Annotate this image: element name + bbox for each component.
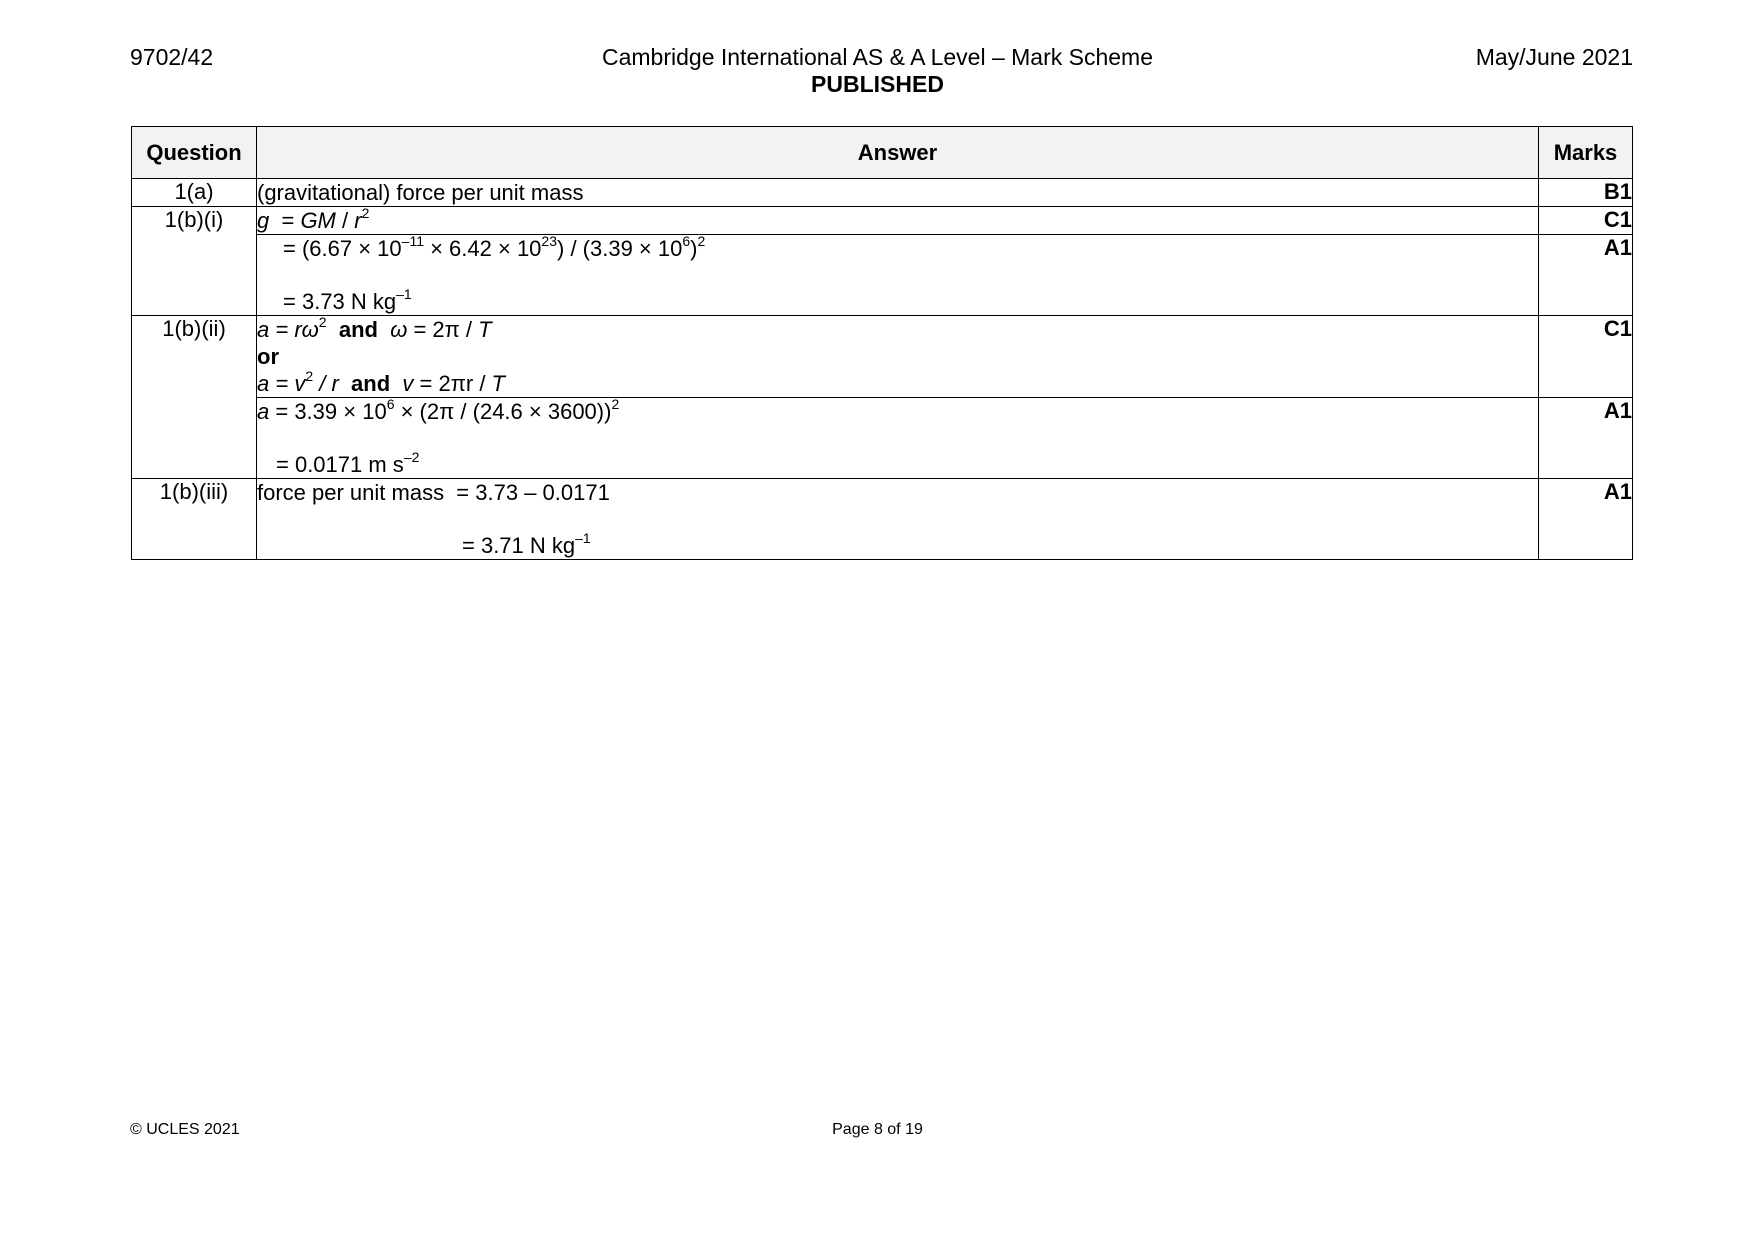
text-fragment: = v: [269, 371, 306, 396]
symbol-r: r: [354, 208, 362, 233]
copyright: © UCLES 2021: [130, 1121, 240, 1138]
and-keyword: and: [338, 317, 378, 342]
text-fragment: ) / (3.39 × 10: [557, 236, 683, 261]
text-fragment: = 3.39 × 10: [269, 399, 387, 424]
column-header-answer: Answer: [257, 127, 1539, 179]
and-keyword: and: [351, 371, 391, 396]
superscript: 2: [697, 232, 706, 249]
text-fragment: = (6.67 × 10: [283, 236, 402, 261]
text-fragment: × 6.42 × 10: [423, 236, 542, 261]
superscript: 2: [361, 204, 370, 221]
page-number: Page 8 of 19: [832, 1121, 923, 1138]
superscript: 2: [318, 313, 327, 330]
mark-code: B1: [1539, 179, 1633, 207]
superscript: –11: [401, 232, 424, 249]
answer-line: [257, 448, 1538, 478]
answer-line: [257, 204, 1538, 234]
superscript: –1: [396, 285, 412, 302]
table-header-row: [132, 127, 1633, 179]
answer-line: (gravitational) force per unit mass: [257, 180, 584, 205]
or-keyword: or: [257, 344, 279, 369]
table-row: [132, 235, 1633, 316]
slash: /: [335, 208, 355, 233]
spacer: [257, 425, 1538, 451]
answer-cell: [257, 313, 1539, 398]
symbol-a: a: [257, 317, 270, 342]
symbol-a: a: [257, 399, 270, 424]
answer-line: [257, 285, 1538, 315]
symbol-omega: ω: [390, 317, 408, 342]
exam-session: May/June 2021: [1475, 44, 1633, 70]
answer-line: [257, 395, 1538, 425]
symbol-a: a: [257, 371, 270, 396]
table-row: [132, 398, 1633, 479]
mark-code: A1: [1539, 398, 1633, 479]
answer-cell: [257, 395, 1539, 479]
published-label: PUBLISHED: [811, 71, 944, 97]
text-fragment: = 0.0171 m s: [276, 452, 404, 477]
text-fragment: = r: [269, 317, 302, 342]
text-fragment: = 3.73 N kg: [283, 289, 397, 314]
symbol-T: T: [478, 317, 492, 342]
mark-code: A1: [1539, 479, 1633, 560]
paper-code: 9702/42: [130, 44, 214, 70]
answer-cell: [257, 232, 1539, 316]
document-title: Cambridge International AS & A Level – Mark Scheme: [601, 44, 1154, 70]
table-row: [132, 179, 1633, 207]
symbol-GM: GM: [300, 208, 336, 233]
symbol-g: g: [257, 208, 270, 233]
symbol-v: v: [402, 371, 414, 396]
answer-line: [257, 529, 1538, 559]
question-number: 1(a): [132, 179, 257, 207]
superscript: 2: [611, 395, 620, 412]
superscript: –2: [403, 448, 420, 465]
text-fragment: / r: [313, 371, 339, 396]
superscript: 2: [305, 367, 314, 384]
answer-line: [257, 232, 1538, 262]
answer-cell: [257, 479, 1539, 560]
text-fragment: = 2π /: [407, 317, 479, 342]
column-header-marks: Marks: [1539, 127, 1633, 179]
answer-line: [257, 367, 1538, 397]
superscript: 6: [682, 232, 691, 249]
mark-code: A1: [1539, 235, 1633, 316]
spacer: [257, 506, 1538, 532]
text-fragment: × (2π / (24.6 × 3600)): [394, 399, 612, 424]
superscript: 6: [386, 395, 395, 412]
spacer: [257, 262, 1538, 288]
answer-cell: [257, 179, 1539, 207]
superscript: –1: [575, 529, 591, 546]
text-fragment: = 3.71 N kg: [462, 533, 576, 558]
question-number: 1(b)(i): [132, 207, 257, 316]
symbol-omega: ω: [301, 317, 319, 342]
text-fragment: = 2πr /: [413, 371, 492, 396]
table-row: [132, 316, 1633, 398]
symbol-T: T: [491, 371, 505, 396]
mark-code: C1: [1539, 207, 1633, 235]
superscript: 23: [541, 232, 557, 249]
mark-scheme-table: [131, 126, 1633, 560]
answer-line: [257, 313, 1538, 343]
text-fragment: ): [690, 236, 698, 261]
question-number: 1(b)(iii): [132, 479, 257, 560]
question-number: 1(b)(ii): [132, 316, 257, 479]
table-row: [132, 479, 1633, 560]
mark-code: C1: [1539, 316, 1633, 398]
table-row: [132, 207, 1633, 235]
equals: =: [269, 208, 301, 233]
column-header-question: Question: [132, 127, 257, 179]
answer-cell: [257, 204, 1539, 235]
answer-line: force per unit mass = 3.73 – 0.0171: [257, 480, 610, 505]
